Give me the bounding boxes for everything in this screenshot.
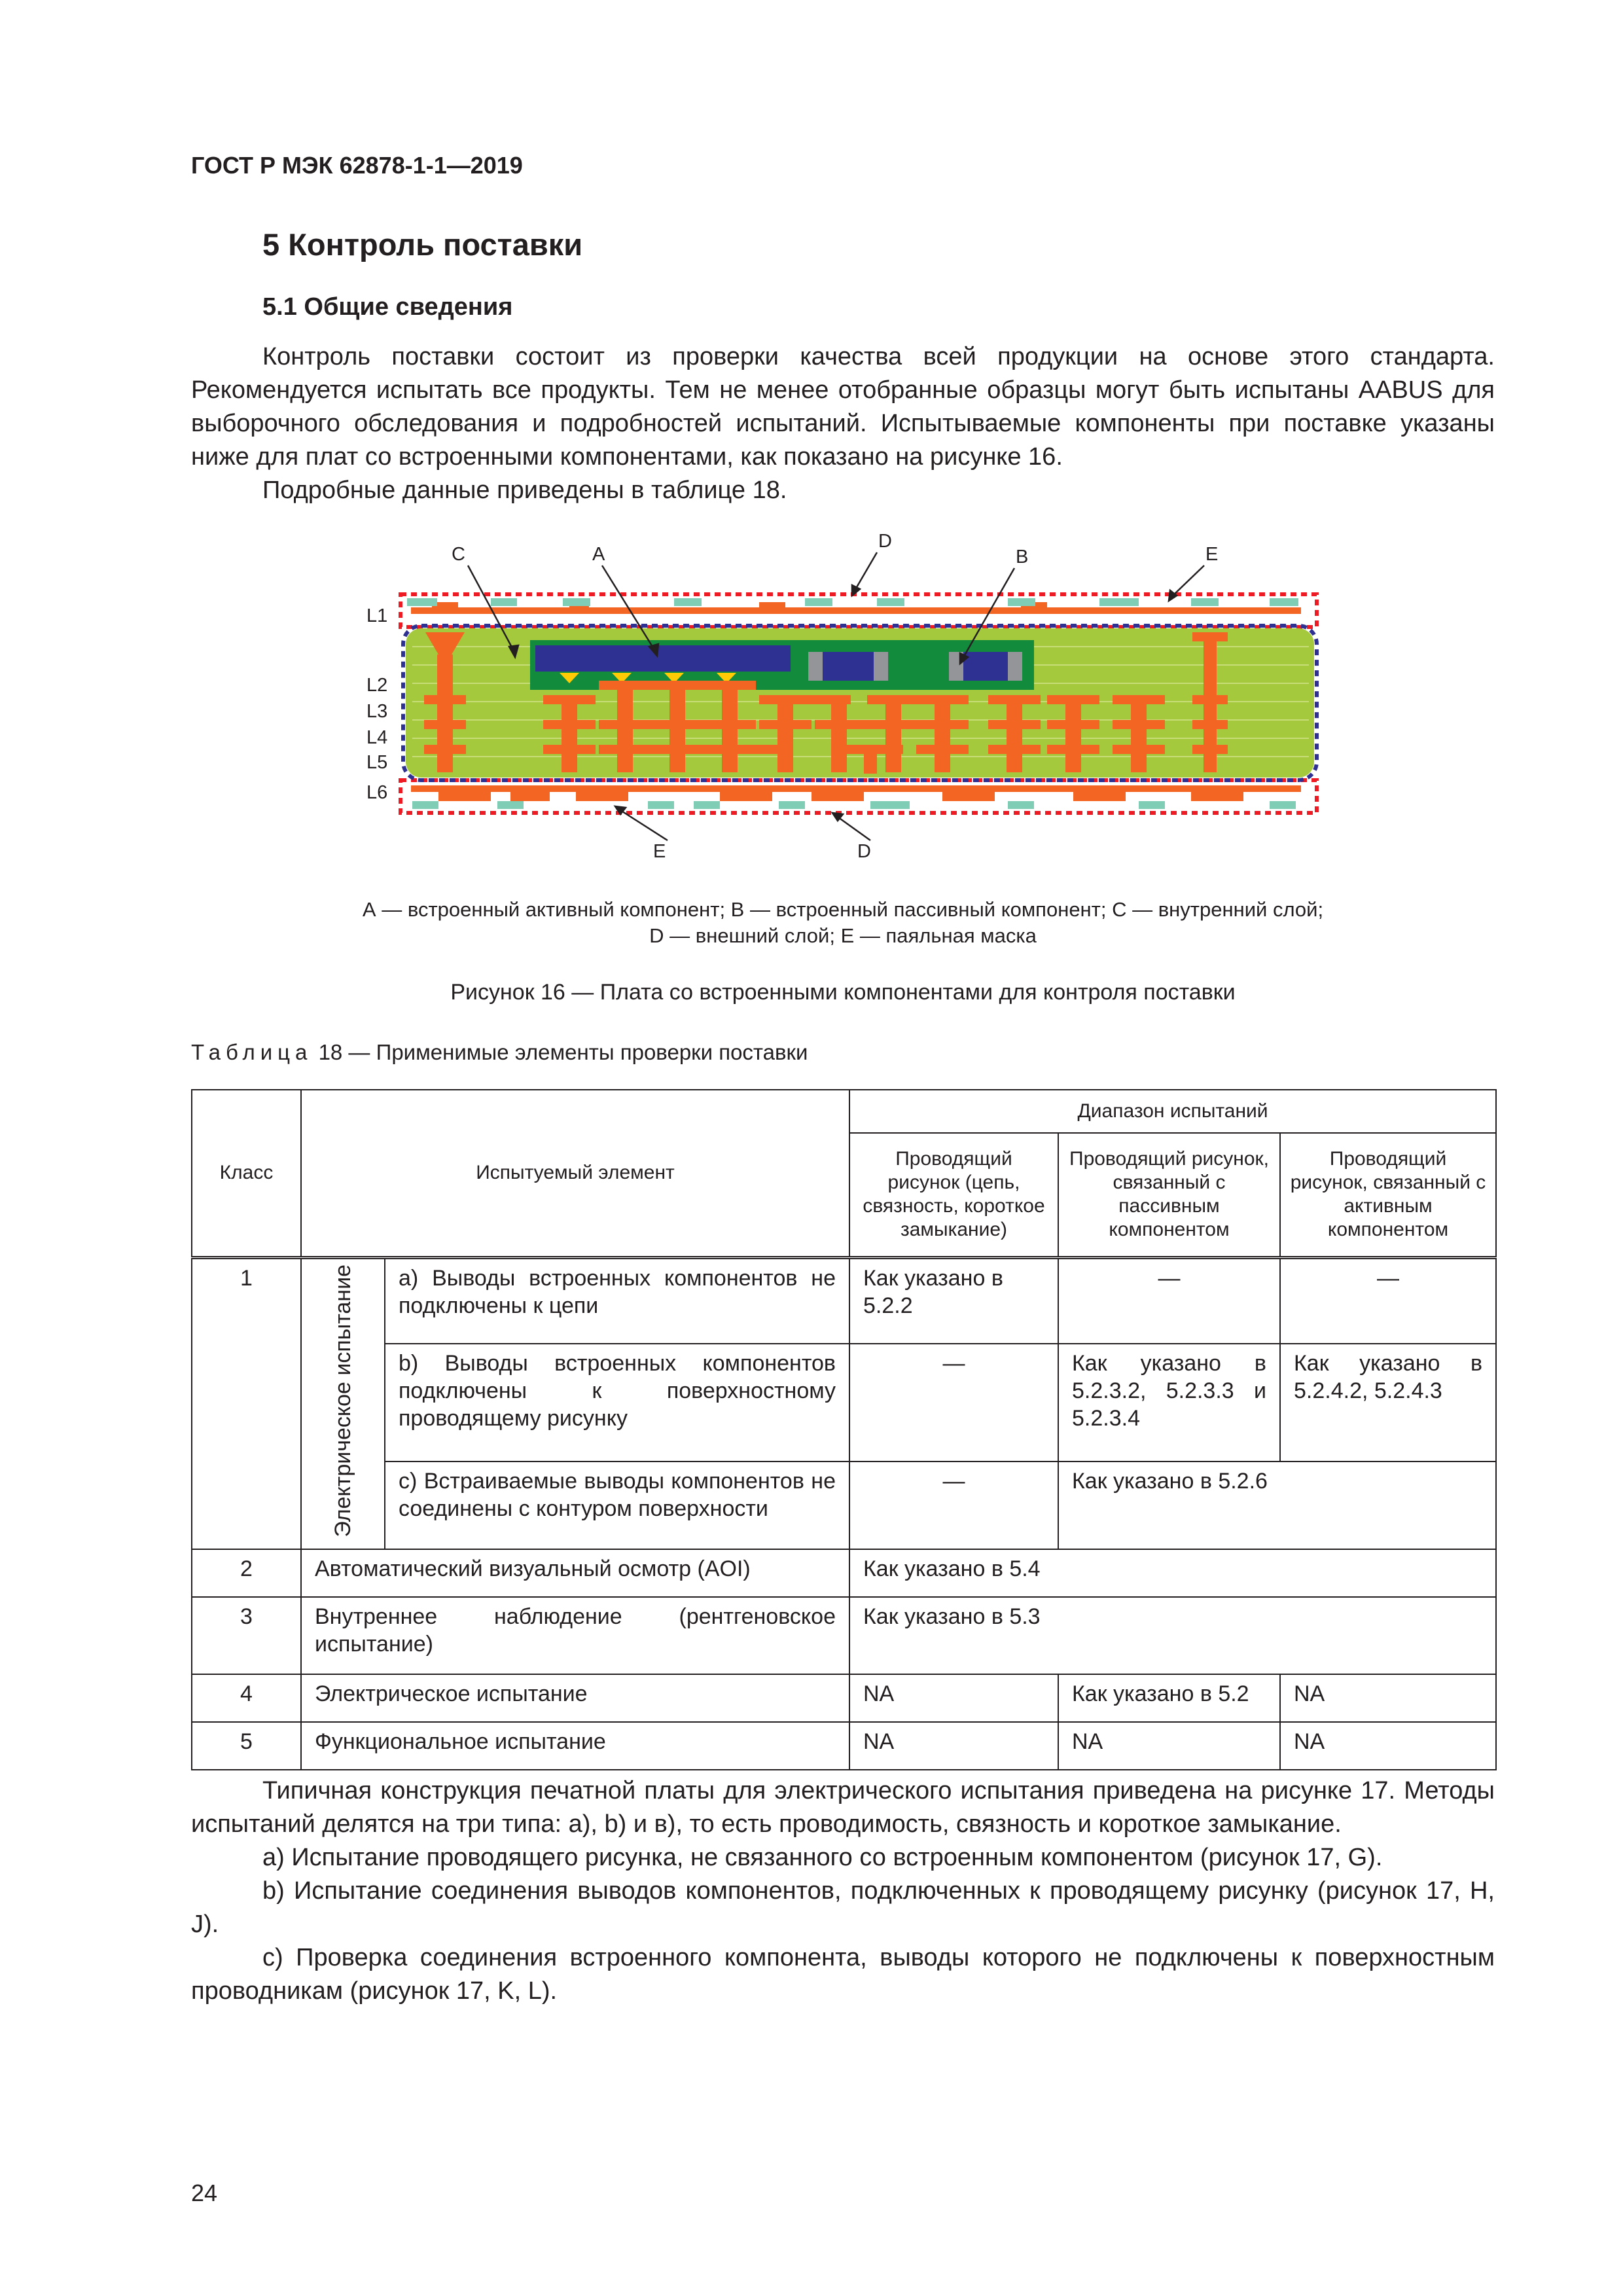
layer-label-l4: L4 (366, 727, 388, 748)
figure-legend-line-1: А — встроенный активный компонент; В — встроенный пассивный компонент; С — внутренний слой; (362, 898, 1324, 921)
row1a-v3: — (1280, 1257, 1496, 1344)
row3-class: 3 (192, 1597, 301, 1674)
callout-d-bottom: D (857, 841, 871, 862)
subsection-title: 5.1 Общие сведения (262, 293, 513, 321)
figure-16-diagram (353, 524, 1335, 870)
figure-caption: Рисунок 16 — Плата со встроенными компонентами для контроля поставки (450, 980, 1236, 1005)
page-number: 24 (191, 2179, 218, 2206)
row1b-v3: Как указано в 5.2.4.2, 5.2.4.3 (1280, 1344, 1496, 1462)
figure-legend-line-2: D — внешний слой; Е — паяльная маска (649, 924, 1037, 947)
header-col1: Проводящий рисунок (цепь, связность, короткое замыкание) (849, 1133, 1058, 1257)
header-col2: Проводящий рисунок, связанный с пассивным компонентом (1058, 1133, 1280, 1257)
row1c-v23: Как указано в 5.2.6 (1058, 1462, 1496, 1549)
row1b-v1: — (849, 1344, 1058, 1462)
solder-mask-bottom (412, 801, 1296, 809)
header-class: Класс (192, 1090, 301, 1257)
callout-e-top: E (1205, 544, 1219, 565)
row1a-v1: Как указано в 5.2.2 (849, 1257, 1058, 1344)
callout-d-top: D (878, 531, 892, 552)
section-title: 5 Контроль поставки (262, 227, 583, 262)
row5-v1: NA (849, 1722, 1058, 1770)
table-title-rest: 18 — Применимые элементы проверки поставки (318, 1040, 808, 1064)
outro-text (191, 1774, 1495, 2008)
row5-class: 5 (192, 1722, 301, 1770)
header-range: Диапазон испытаний (849, 1090, 1496, 1133)
row3-value: Как указано в 5.3 (849, 1597, 1496, 1674)
table-title (191, 1040, 808, 1065)
intro-text (191, 340, 1495, 507)
layer-l6-conductors (411, 785, 1301, 801)
header-element: Испытуемый элемент (301, 1090, 849, 1257)
row1c-item: c) Встраиваемые выводы компонентов не соединены с контуром поверхности (385, 1462, 849, 1549)
outro-paragraph-3: b) Испытание соединения выводов компонентов, подключенных к проводящему рисунку (рисунок 17, H, J). (191, 1877, 1495, 1938)
layer-label-l2: L2 (366, 675, 388, 696)
row5-v2: NA (1058, 1722, 1280, 1770)
row4-v2: Как указано в 5.2 (1058, 1674, 1280, 1722)
row2-class: 2 (192, 1549, 301, 1597)
row1c-v1: — (849, 1462, 1058, 1549)
row1a-item: a) Выводы встроенных компонентов не подключены к цепи (385, 1257, 849, 1344)
table-row (192, 1257, 1496, 1344)
callout-e-bottom: E (653, 841, 666, 862)
row1a-v2: — (1058, 1257, 1280, 1344)
row4-class: 4 (192, 1674, 301, 1722)
layer-label-l1: L1 (366, 605, 388, 626)
row3-item: Внутреннее наблюдение (рентгеновское испытание) (301, 1597, 849, 1674)
group-label-cell (301, 1257, 385, 1549)
outro-paragraph-1: Типичная конструкция печатной платы для электрического испытания приведена на рисунке 17. Методы испытаний делятся на три типа: а), b) и в), то есть проводимость, связность и короткое замыкание. (191, 1777, 1495, 1838)
table-18 (191, 1089, 1497, 1770)
table-row (192, 1549, 1496, 1597)
callout-a: A (592, 544, 605, 565)
row2-item: Автоматический визуальный осмотр (AOI) (301, 1549, 849, 1597)
layer-label-l3: L3 (366, 701, 388, 722)
outro-paragraph-4: c) Проверка соединения встроенного компонента, выводы которого не подключены к поверхностным проводникам (рисунок 17, K, L). (191, 1944, 1495, 2005)
active-component (535, 645, 791, 672)
passive-component-1 (823, 652, 874, 681)
table-row (192, 1462, 1496, 1549)
layer-l1-conductors (411, 602, 1301, 614)
layer-label-l6: L6 (366, 782, 388, 803)
table-row (192, 1674, 1496, 1722)
callout-c: C (452, 544, 465, 565)
group-label: Электрическое испытание (330, 1264, 355, 1537)
table-row (192, 1597, 1496, 1674)
row1b-item: b) Выводы встроенных компонентов подключены к поверхностному проводящему рисунку (385, 1344, 849, 1462)
outro-paragraph-2: a) Испытание проводящего рисунка, не связанного со встроенным компонентом (рисунок 17, G). (262, 1844, 1383, 1871)
table-row (192, 1722, 1496, 1770)
row5-v3: NA (1280, 1722, 1496, 1770)
row2-value: Как указано в 5.4 (849, 1549, 1496, 1597)
row4-v1: NA (849, 1674, 1058, 1722)
standard-header: ГОСТ Р МЭК 62878-1-1—2019 (191, 152, 523, 179)
table-title-prefix: Таблица (191, 1040, 313, 1064)
intro-paragraph-2: Подробные данные приведены в таблице 18. (262, 476, 787, 504)
row5-item: Функциональное испытание (301, 1722, 849, 1770)
row4-item: Электрическое испытание (301, 1674, 849, 1722)
callout-b: B (1016, 547, 1029, 567)
intro-paragraph-1: Контроль поставки состоит из проверки качества всей продукции на основе этого стандарта. Рекомендуется испытать все продукты. Тем не менее отобранные образцы могут быть испытаны AABUS для выборочного обследования и подробностей испытаний. Испытываемые компоненты при поставке указаны ниже для плат со встроенными компонентами, как показано на рисунке 16. (191, 343, 1495, 471)
row1-class: 1 (192, 1257, 301, 1549)
layer-label-l5: L5 (366, 752, 388, 773)
row4-v3: NA (1280, 1674, 1496, 1722)
header-col3: Проводящий рисунок, связанный с активным компонентом (1280, 1133, 1496, 1257)
table-row (192, 1344, 1496, 1462)
row1b-v2: Как указано в 5.2.3.2, 5.2.3.3 и 5.2.3.4 (1058, 1344, 1280, 1462)
passive-component-2 (963, 652, 1008, 681)
solder-mask-top (407, 598, 1298, 606)
